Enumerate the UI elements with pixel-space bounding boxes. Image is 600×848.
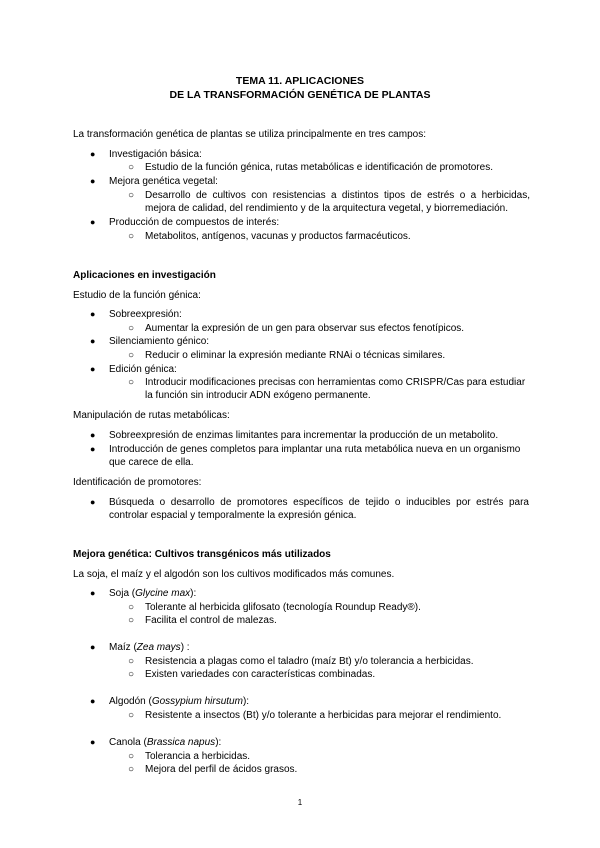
bullet-filled-icon: ● [90,444,96,454]
label-funcion-genica: Estudio de la función génica: [73,290,201,301]
bullet-hollow-icon: ○ [128,602,135,613]
bullet-filled-icon: ● [90,309,96,319]
list-item-sobreexpresion: Sobreexpresión: [109,309,182,320]
bullet-filled-icon: ● [90,149,96,159]
list-item-basica-sub: Estudio de la función génica, rutas metabólicas e identificación de promotores. [145,162,493,173]
list-item-mejora-sub: Desarrollo de cultivos con resistencias a distintos tipos de estrés o a herbicidas, mejora de calidad, del rendimiento y de la arquitectura vegetal, y biorremediación. [145,190,530,215]
list-item-rutas-2: Introducción de genes completos para implantar una ruta metabólica nueva en un organismo que carece de ella. [109,444,521,469]
bullet-hollow-icon: ○ [128,323,135,334]
crop-soja: Soja (Glycine max): [109,588,197,599]
crop-canola-trait-2: Mejora del perfil de ácidos grasos. [145,764,298,775]
bullet-hollow-icon: ○ [128,350,135,361]
bullet-filled-icon: ● [90,642,96,652]
bullet-hollow-icon: ○ [128,710,135,721]
crop-soja-trait-2: Facilita el control de malezas. [145,615,277,626]
list-item-rutas-1: Sobreexpresión de enzimas limitantes para incrementar la producción de un metabolito. [109,430,499,441]
label-promotores: Identificación de promotores: [73,477,202,488]
crop-algodon-scientific-name: Gossypium hirsutum [151,696,243,707]
label-rutas-metabolicas: Manipulación de rutas metabólicas: [73,410,230,421]
list-item-promotores: Búsqueda o desarrollo de promotores específicos de tejido o inducibles por estrés para controlar espacial y temporalmente la expresión génica. [109,497,529,522]
bullet-filled-icon: ● [90,336,96,346]
list-item-silenciamiento-sub: Reducir o eliminar la expresión mediante RNAi o técnicas similares. [145,350,446,361]
bullet-filled-icon: ● [90,176,96,186]
list-item-silenciamiento: Silenciamiento génico: [109,336,210,347]
bullet-hollow-icon: ○ [128,669,135,680]
bullet-filled-icon: ● [90,497,96,507]
section-heading-investigacion: Aplicaciones en investigación [73,270,216,281]
list-item-produccion-sub: Metabolitos, antígenos, vacunas y productos farmacéuticos. [145,231,411,242]
crop-maiz-trait-1: Resistencia a plagas como el taladro (maíz Bt) y/o tolerancia a herbicidas. [145,656,474,667]
crop-canola-trait-1: Tolerancia a herbicidas. [145,751,251,762]
bullet-hollow-icon: ○ [128,231,135,242]
bullet-filled-icon: ● [90,217,96,227]
section-heading-mejora: Mejora genética: Cultivos transgénicos más utilizados [73,549,331,560]
crop-canola: Canola (Brassica napus): [109,737,222,748]
crop-soja-scientific-name: Glycine max [135,588,191,599]
bullet-hollow-icon: ○ [128,615,135,626]
bullet-filled-icon: ● [90,737,96,747]
crop-maiz-trait-2: Existen variedades con características combinadas. [145,669,376,680]
crop-maiz-scientific-name: Zea mays [136,642,181,653]
list-item-mejora: Mejora genética vegetal: [109,176,218,187]
bullet-hollow-icon: ○ [128,162,135,173]
bullet-hollow-icon: ○ [128,764,135,775]
bullet-filled-icon: ● [90,364,96,374]
crop-algodon-trait-1: Resistente a insectos (Bt) y/o tolerante a herbicidas para mejorar el rendimiento. [145,710,502,721]
bullet-hollow-icon: ○ [128,190,135,201]
bullet-hollow-icon: ○ [128,751,135,762]
list-item-basica: Investigación básica: [109,149,202,160]
bullet-filled-icon: ● [90,588,96,598]
bullet-hollow-icon: ○ [128,656,135,667]
crop-algodon: Algodón (Gossypium hirsutum): [109,696,250,707]
page-number: 1 [297,798,303,807]
list-item-sobreexpresion-sub: Aumentar la expresión de un gen para observar sus efectos fenotípicos. [145,323,465,334]
bullet-filled-icon: ● [90,696,96,706]
title-line-1: TEMA 11. APLICACIONES [235,75,365,87]
crop-soja-trait-1: Tolerante al herbicida glifosato (tecnología Roundup Ready®). [145,602,421,613]
bullet-hollow-icon: ○ [128,377,135,388]
crop-maiz: Maíz (Zea mays) : [109,642,190,653]
crop-canola-scientific-name: Brassica napus [146,737,216,748]
list-item-edicion: Edición génica: [109,364,177,375]
list-item-edicion-sub: Introducir modificaciones precisas con herramientas como CRISPR/Cas para estudiar la función sin introducir ADN exógeno permanente. [145,377,526,402]
title-line-2: DE LA TRANSFORMACIÓN GENÉTICA DE PLANTAS [169,89,431,101]
list-item-produccion: Producción de compuestos de interés: [109,217,280,228]
intro-paragraph: La transformación genética de plantas se utiliza principalmente en tres campos: [73,129,426,140]
mejora-intro: La soja, el maíz y el algodón son los cultivos modificados más comunes. [73,569,395,580]
bullet-filled-icon: ● [90,430,96,440]
